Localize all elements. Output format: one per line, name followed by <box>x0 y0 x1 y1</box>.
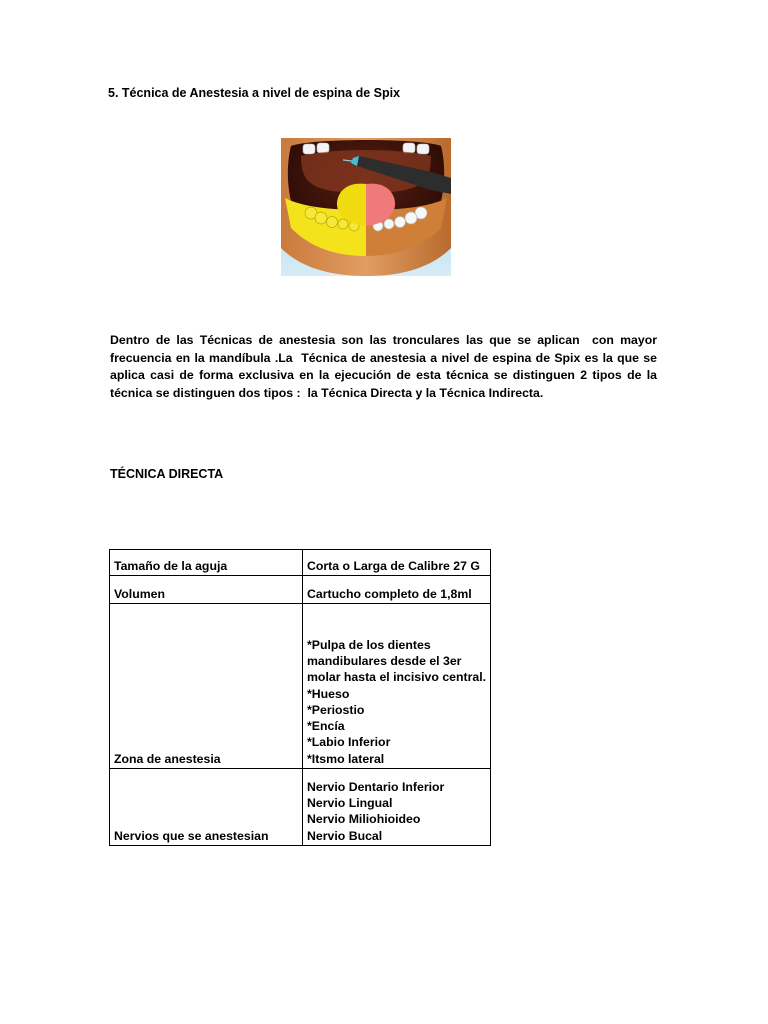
row-value <box>303 576 491 604</box>
value-line: Nervio Miliohioideo <box>307 812 421 827</box>
value-line: Cartucho completo de 1,8ml <box>307 586 472 601</box>
row-label: Volumen <box>110 576 303 604</box>
table-row <box>110 550 491 576</box>
table-row <box>110 604 491 769</box>
technique-table <box>109 549 491 846</box>
table-row <box>110 576 491 604</box>
mouth-injection-icon <box>281 138 451 276</box>
value-line: molar hasta el incisivo central. <box>307 670 487 685</box>
value-line: Nervio Dentario Inferior <box>307 779 445 794</box>
value-line: *Labio Inferior <box>307 735 391 750</box>
row-value <box>303 550 491 576</box>
value-line: *Encía <box>307 719 345 734</box>
row-value <box>303 769 491 846</box>
row-value <box>303 604 491 769</box>
value-line: *Itsmo lateral <box>307 751 385 766</box>
section-title: TÉCNICA DIRECTA <box>110 467 224 481</box>
value-line: *Pulpa de los dientes <box>307 637 431 652</box>
row-label: Tamaño de la aguja <box>110 550 303 576</box>
value-line: mandibulares desde el 3er <box>307 653 462 668</box>
row-label: Nervios que se anestesian <box>110 769 303 846</box>
intro-paragraph: Dentro de las Técnicas de anestesia son las tronculares las que se aplican con mayor frecuencia en la mandíbula .La Técnica de anestesia a nivel de espina de Spix es la que se aplica casi de forma exclusiva en la ejecución de esta técnica se distinguen 2 tipos de la técnica se distinguen dos tipos : la Técnica Directa y la Técnica Indirecta. <box>110 333 661 401</box>
value-line: Nervio Bucal <box>307 828 383 843</box>
value-line: Corta o Larga de Calibre 27 G <box>307 558 480 573</box>
row-label: Zona de anestesia <box>110 604 303 769</box>
value-line: *Hueso <box>307 686 350 701</box>
value-line: Nervio Lingual <box>307 796 393 811</box>
table-row <box>110 769 491 846</box>
page-heading: 5. Técnica de Anestesia a nivel de espina de Spix <box>108 86 401 100</box>
value-line: *Periostio <box>307 702 365 717</box>
anesthesia-illustration <box>281 138 451 276</box>
